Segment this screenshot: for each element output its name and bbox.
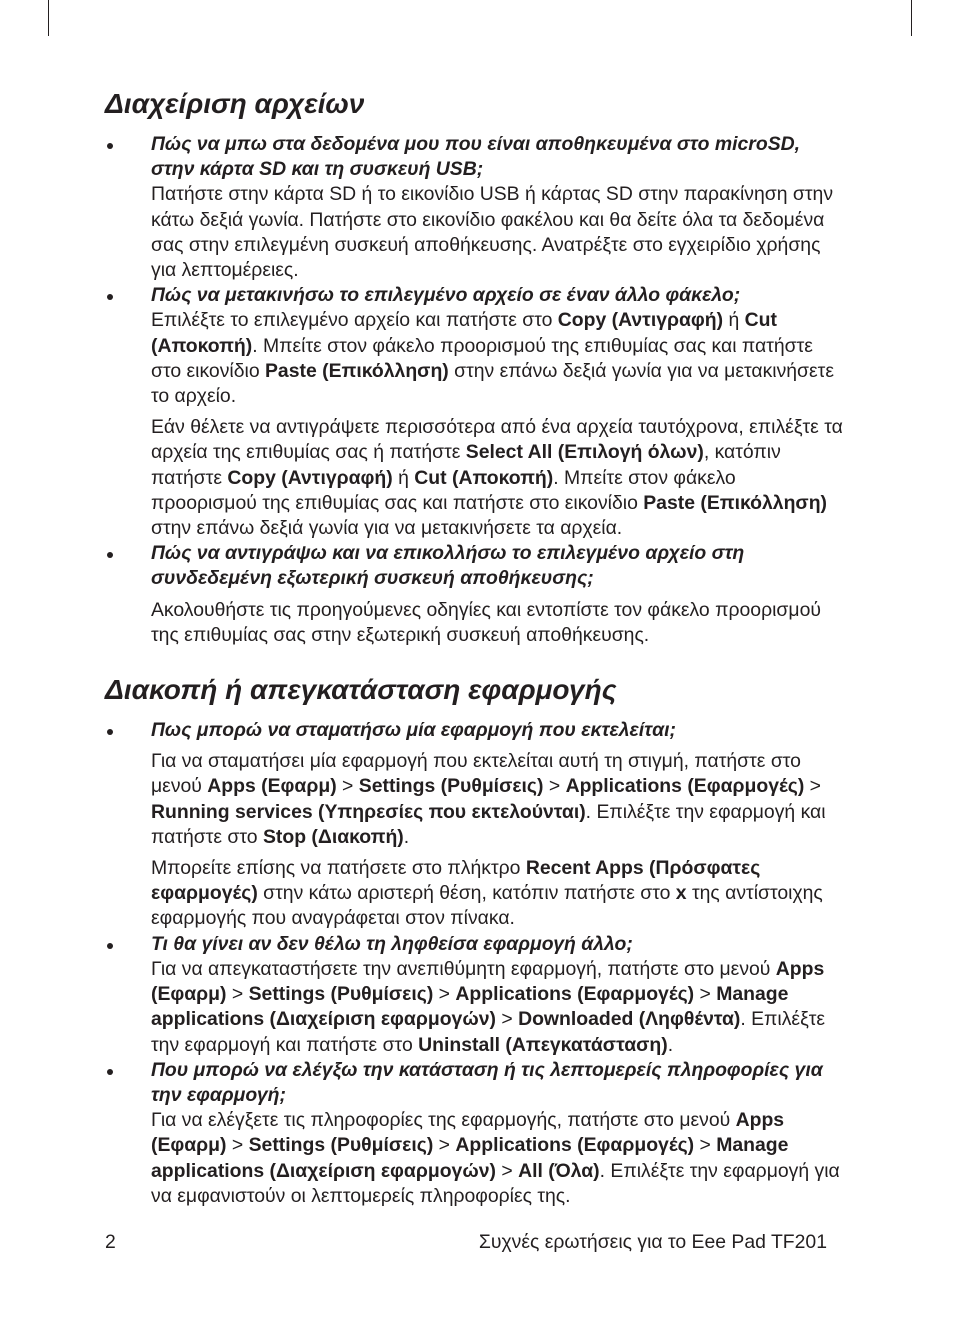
section-title-file-management: Διαχείριση αρχείων bbox=[105, 88, 365, 119]
crop-mark-right bbox=[911, 0, 912, 36]
bullet-icon bbox=[107, 729, 113, 735]
bullet-icon bbox=[107, 294, 113, 300]
faq-answer: Για να σταματήσει μία εφαρμογή που εκτελείται αυτή τη στιγμή, πατήστε στο μενού Apps (Εφαρμ) > Settings (Ρυθμίσεις) > Applications (Εφαρμογές) > Running services (Υπηρεσίες που εκτελούνται). Επιλέξτε την εφαρμογή και πατήστε στο Stop (Διακοπή). bbox=[151, 750, 826, 848]
faq-answer: Για να απεγκαταστήσετε την ανεπιθύμητη εφαρμογή, πατήστε στο μενού Apps (Εφαρμ) > Settings (Ρυθμίσεις) > Applications (Εφαρμογές) > Manage applications (Διαχείριση εφαρμογών) > Downloaded (Ληφθέντα). Επιλέξτε την εφαρμογή και πατήστε στο Uninstall (Απεγκατάσταση). bbox=[151, 957, 826, 1056]
faq-question: Πώς να αντιγράψω και να επικολλήσω το επιλεγμένο αρχείο στη συνδεδεμένη εξωτερική συσκευή αποθήκευσης; bbox=[151, 542, 745, 590]
bullet-icon bbox=[107, 1069, 113, 1075]
bullet-icon bbox=[107, 943, 113, 949]
faq-question: Πώς να μπω στα δεδομένα μου που είναι αποθηκευμένα στο microSD, στην κάρτα SD και τη συσκευή USB; bbox=[151, 133, 801, 181]
faq-answer: Επιλέξτε το επιλεγμένο αρχείο και πατήστε στο Copy (Αντιγραφή) ή Cut (Αποκοπή). Μπείτε στον φάκελο προορισμού της επιθυμίας σας και πατήστε στο εικονίδιο Paste (Επικόλληση) στην επάνω δεξιά γωνία για να μετακινήσετε το αρχείο. bbox=[151, 309, 834, 408]
page-content bbox=[105, 84, 845, 1209]
faq-item bbox=[105, 932, 845, 1058]
page-number: 2 bbox=[105, 1231, 116, 1253]
faq-question: Πως μπορώ να σταματήσω μία εφαρμογή που εκτελείται; bbox=[151, 719, 676, 742]
faq-question: Πώς να μετακινήσω το επιλεγμένο αρχείο σε έναν άλλο φάκελο; bbox=[151, 284, 741, 307]
section-title-stop-uninstall: Διακοπή ή απεγκατάσταση εφαρμογής bbox=[105, 674, 617, 706]
faq-answer: Πατήστε στην κάρτα SD ή το εικονίδιο USB ή κάρτας SD στην παρακίνηση στην κάτω δεξιά γωνία. Πατήστε στο εικονίδιο φακέλου και θα δείτε όλα τα δεδομένα σας στην επιλεγμένη συσκευή αποθήκευσης. Ανατρέξτε στο εγχειρίδιο χρήσης για λεπτομέρειες. bbox=[151, 183, 834, 282]
faq-item bbox=[105, 1058, 845, 1209]
faq-list-file-management bbox=[105, 132, 845, 648]
footer-title: Συχνές ερωτήσεις για το Eee Pad TF201 bbox=[478, 1231, 827, 1253]
bullet-icon bbox=[107, 143, 113, 149]
faq-item bbox=[105, 283, 845, 541]
faq-item bbox=[105, 541, 845, 648]
faq-answer: Ακολουθήστε τις προηγούμενες οδηγίες και εντοπίστε τον φάκελο προορισμού της επιθυμίας σας στην εξωτερική συσκευή αποθήκευσης. bbox=[151, 598, 821, 646]
faq-list-stop-uninstall bbox=[105, 718, 845, 1209]
bullet-icon bbox=[107, 552, 113, 558]
faq-question: Που μπορώ να ελέγξω την κατάσταση ή τις λεπτομερείς πληροφορίες για την εφαρμογή; bbox=[151, 1058, 823, 1106]
crop-mark-left bbox=[48, 0, 49, 36]
faq-answer: Μπορείτε επίσης να πατήσετε στο πλήκτρο Recent Apps (Πρόσφατες εφαρμογές) στην κάτω αριστερή θέση, κατόπιν πατήστε στο x της αντίστοιχης εφαρμογής που αναγράφεται στον πίνακα. bbox=[151, 857, 823, 930]
faq-item bbox=[105, 132, 845, 283]
faq-item bbox=[105, 718, 845, 932]
faq-question: Τι θα γίνει αν δεν θέλω τη ληφθείσα εφαρμογή άλλο; bbox=[151, 932, 633, 955]
faq-answer: Εάν θέλετε να αντιγράψετε περισσότερα από ένα αρχεία ταυτόχρονα, επιλέξτε τα αρχεία της επιθυμίας σας ή πατήστε Select All (Επιλογή όλων), κατόπιν πατήστε Copy (Αντιγραφή) ή Cut (Αποκοπή). Μπείτε στον φάκελο προορισμού της επιθυμίας σας και πατήστε στο εικονίδιο Paste (Επικόλληση) στην επάνω δεξιά γωνία για να μετακινήσετε τα αρχεία. bbox=[151, 416, 843, 540]
faq-answer: Για να ελέγξετε τις πληροφορίες της εφαρμογής, πατήστε στο μενού Apps (Εφαρμ) > Settings (Ρυθμίσεις) > Applications (Εφαρμογές) > Manage applications (Διαχείριση εφαρμογών) > All (Όλα). Επιλέξτε την εφαρμογή για να εμφανιστούν οι λεπτομερείς πληροφορίες της. bbox=[151, 1109, 840, 1207]
